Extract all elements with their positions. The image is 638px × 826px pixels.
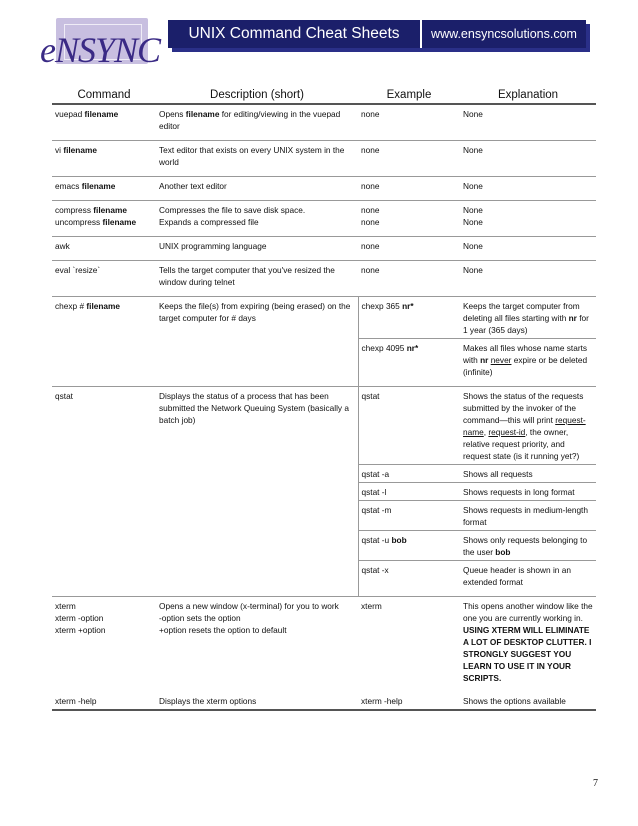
table-row xyxy=(52,201,596,237)
explanation-cell: Shows only requests belonging to the user bob xyxy=(460,531,596,561)
description-cell: Compresses the file to save disk space. Expands a compressed file xyxy=(156,201,358,237)
ensync-logo xyxy=(34,18,161,70)
command-cell: compress filename uncompress filename xyxy=(52,201,156,237)
description-cell: Displays the xterm options xyxy=(156,692,358,710)
explanation-cell: None None xyxy=(460,201,596,237)
table-row xyxy=(52,692,596,710)
explanation-cell: None xyxy=(460,237,596,261)
column-header-description: Description (short) xyxy=(156,87,358,104)
example-cell: chexp 4095 nr* xyxy=(358,339,460,387)
command-cell: vi filename xyxy=(52,141,156,177)
explanation-cell: None xyxy=(460,141,596,177)
table-row xyxy=(52,597,596,693)
column-header-command: Command xyxy=(52,87,156,104)
example-cell: none none xyxy=(358,201,460,237)
column-header-example: Example xyxy=(358,87,460,104)
explanation-cell: None xyxy=(460,104,596,141)
command-table xyxy=(52,87,596,711)
example-cell: qstat -x xyxy=(358,561,460,597)
example-cell: none xyxy=(358,261,460,297)
example-cell: qstat -l xyxy=(358,483,460,501)
example-cell: none xyxy=(358,177,460,201)
description-cell: UNIX programming language xyxy=(156,237,358,261)
explanation-cell: Makes all files whose name starts with nr never expire or be deleted (infinite) xyxy=(460,339,596,387)
explanation-cell: Shows the status of the requests submitted by the invoker of the command—this will print request-name, request-id, the owner, relative request priority, and request state (is it running yet?) xyxy=(460,387,596,465)
page-number: 7 xyxy=(593,778,598,789)
command-cell: xterm xterm -option xterm +option xyxy=(55,601,106,635)
table-row xyxy=(52,104,596,141)
explanation-cell: None xyxy=(460,177,596,201)
example-cell: xterm -help xyxy=(358,692,460,710)
table-header-row xyxy=(52,87,596,104)
table-row xyxy=(52,297,596,339)
explanation-cell: Shows all requests xyxy=(460,465,596,483)
table-row xyxy=(52,177,596,201)
command-cell: emacs filename xyxy=(52,177,156,201)
explanation-cell: Shows requests in long format xyxy=(460,483,596,501)
document-title: UNIX Command Cheat Sheets xyxy=(168,20,422,48)
website-url: www.ensyncsolutions.com xyxy=(422,20,586,48)
command-cell: xterm -help xyxy=(52,692,156,710)
explanation-cell: Keeps the target computer from deleting all files starting with nr for 1 year (365 days) xyxy=(460,297,596,339)
description-cell: Opens filename for editing/viewing in the vuepad editor xyxy=(156,104,358,141)
example-cell: none xyxy=(358,141,460,177)
command-cell: chexp # filename xyxy=(52,297,156,387)
example-cell: qstat -a xyxy=(358,465,460,483)
explanation-cell: Queue header is shown in an extended format xyxy=(460,561,596,597)
explanation-cell: This opens another window like the one you are currently working in. USING XTERM WILL ELIMINATE A LOT OF DESKTOP CLUTTER. I STRONGLY SUGGEST YOU LEARN TO USE IT IN YOUR SCRIPTS. xyxy=(463,601,593,683)
example-cell: none xyxy=(358,104,460,141)
column-header-explanation: Explanation xyxy=(460,87,596,104)
table-row xyxy=(52,387,596,465)
description-cell: Displays the status of a process that has been submitted the Network Queuing System (basically a batch job) xyxy=(156,387,358,597)
table-row xyxy=(52,141,596,177)
example-cell: none xyxy=(358,237,460,261)
command-cell: qstat xyxy=(52,387,156,597)
header-banner xyxy=(168,20,586,48)
description-cell: Opens a new window (x-terminal) for you to work -option sets the option +option resets the option to default xyxy=(159,601,339,635)
explanation-cell: Shows the options available xyxy=(460,692,596,710)
description-cell: Keeps the file(s) from expiring (being erased) on the target computer for # days xyxy=(156,297,358,387)
description-cell: Tells the target computer that you've resized the window during telnet xyxy=(156,261,358,297)
explanation-cell: Shows requests in medium-length format xyxy=(460,501,596,531)
table-row xyxy=(52,261,596,297)
description-cell: Another text editor xyxy=(156,177,358,201)
example-cell: chexp 365 nr* xyxy=(358,297,460,339)
logo-text: eNSYNC xyxy=(40,30,161,70)
example-cell: qstat -u bob xyxy=(358,531,460,561)
explanation-cell: None xyxy=(460,261,596,297)
command-cell: vuepad filename xyxy=(52,104,156,141)
example-cell: xterm xyxy=(361,601,382,611)
table-row xyxy=(52,237,596,261)
description-cell: Text editor that exists on every UNIX system in the world xyxy=(156,141,358,177)
example-cell: qstat xyxy=(358,387,460,465)
command-cell: eval `resize` xyxy=(52,261,156,297)
example-cell: qstat -m xyxy=(358,501,460,531)
command-cell: awk xyxy=(52,237,156,261)
